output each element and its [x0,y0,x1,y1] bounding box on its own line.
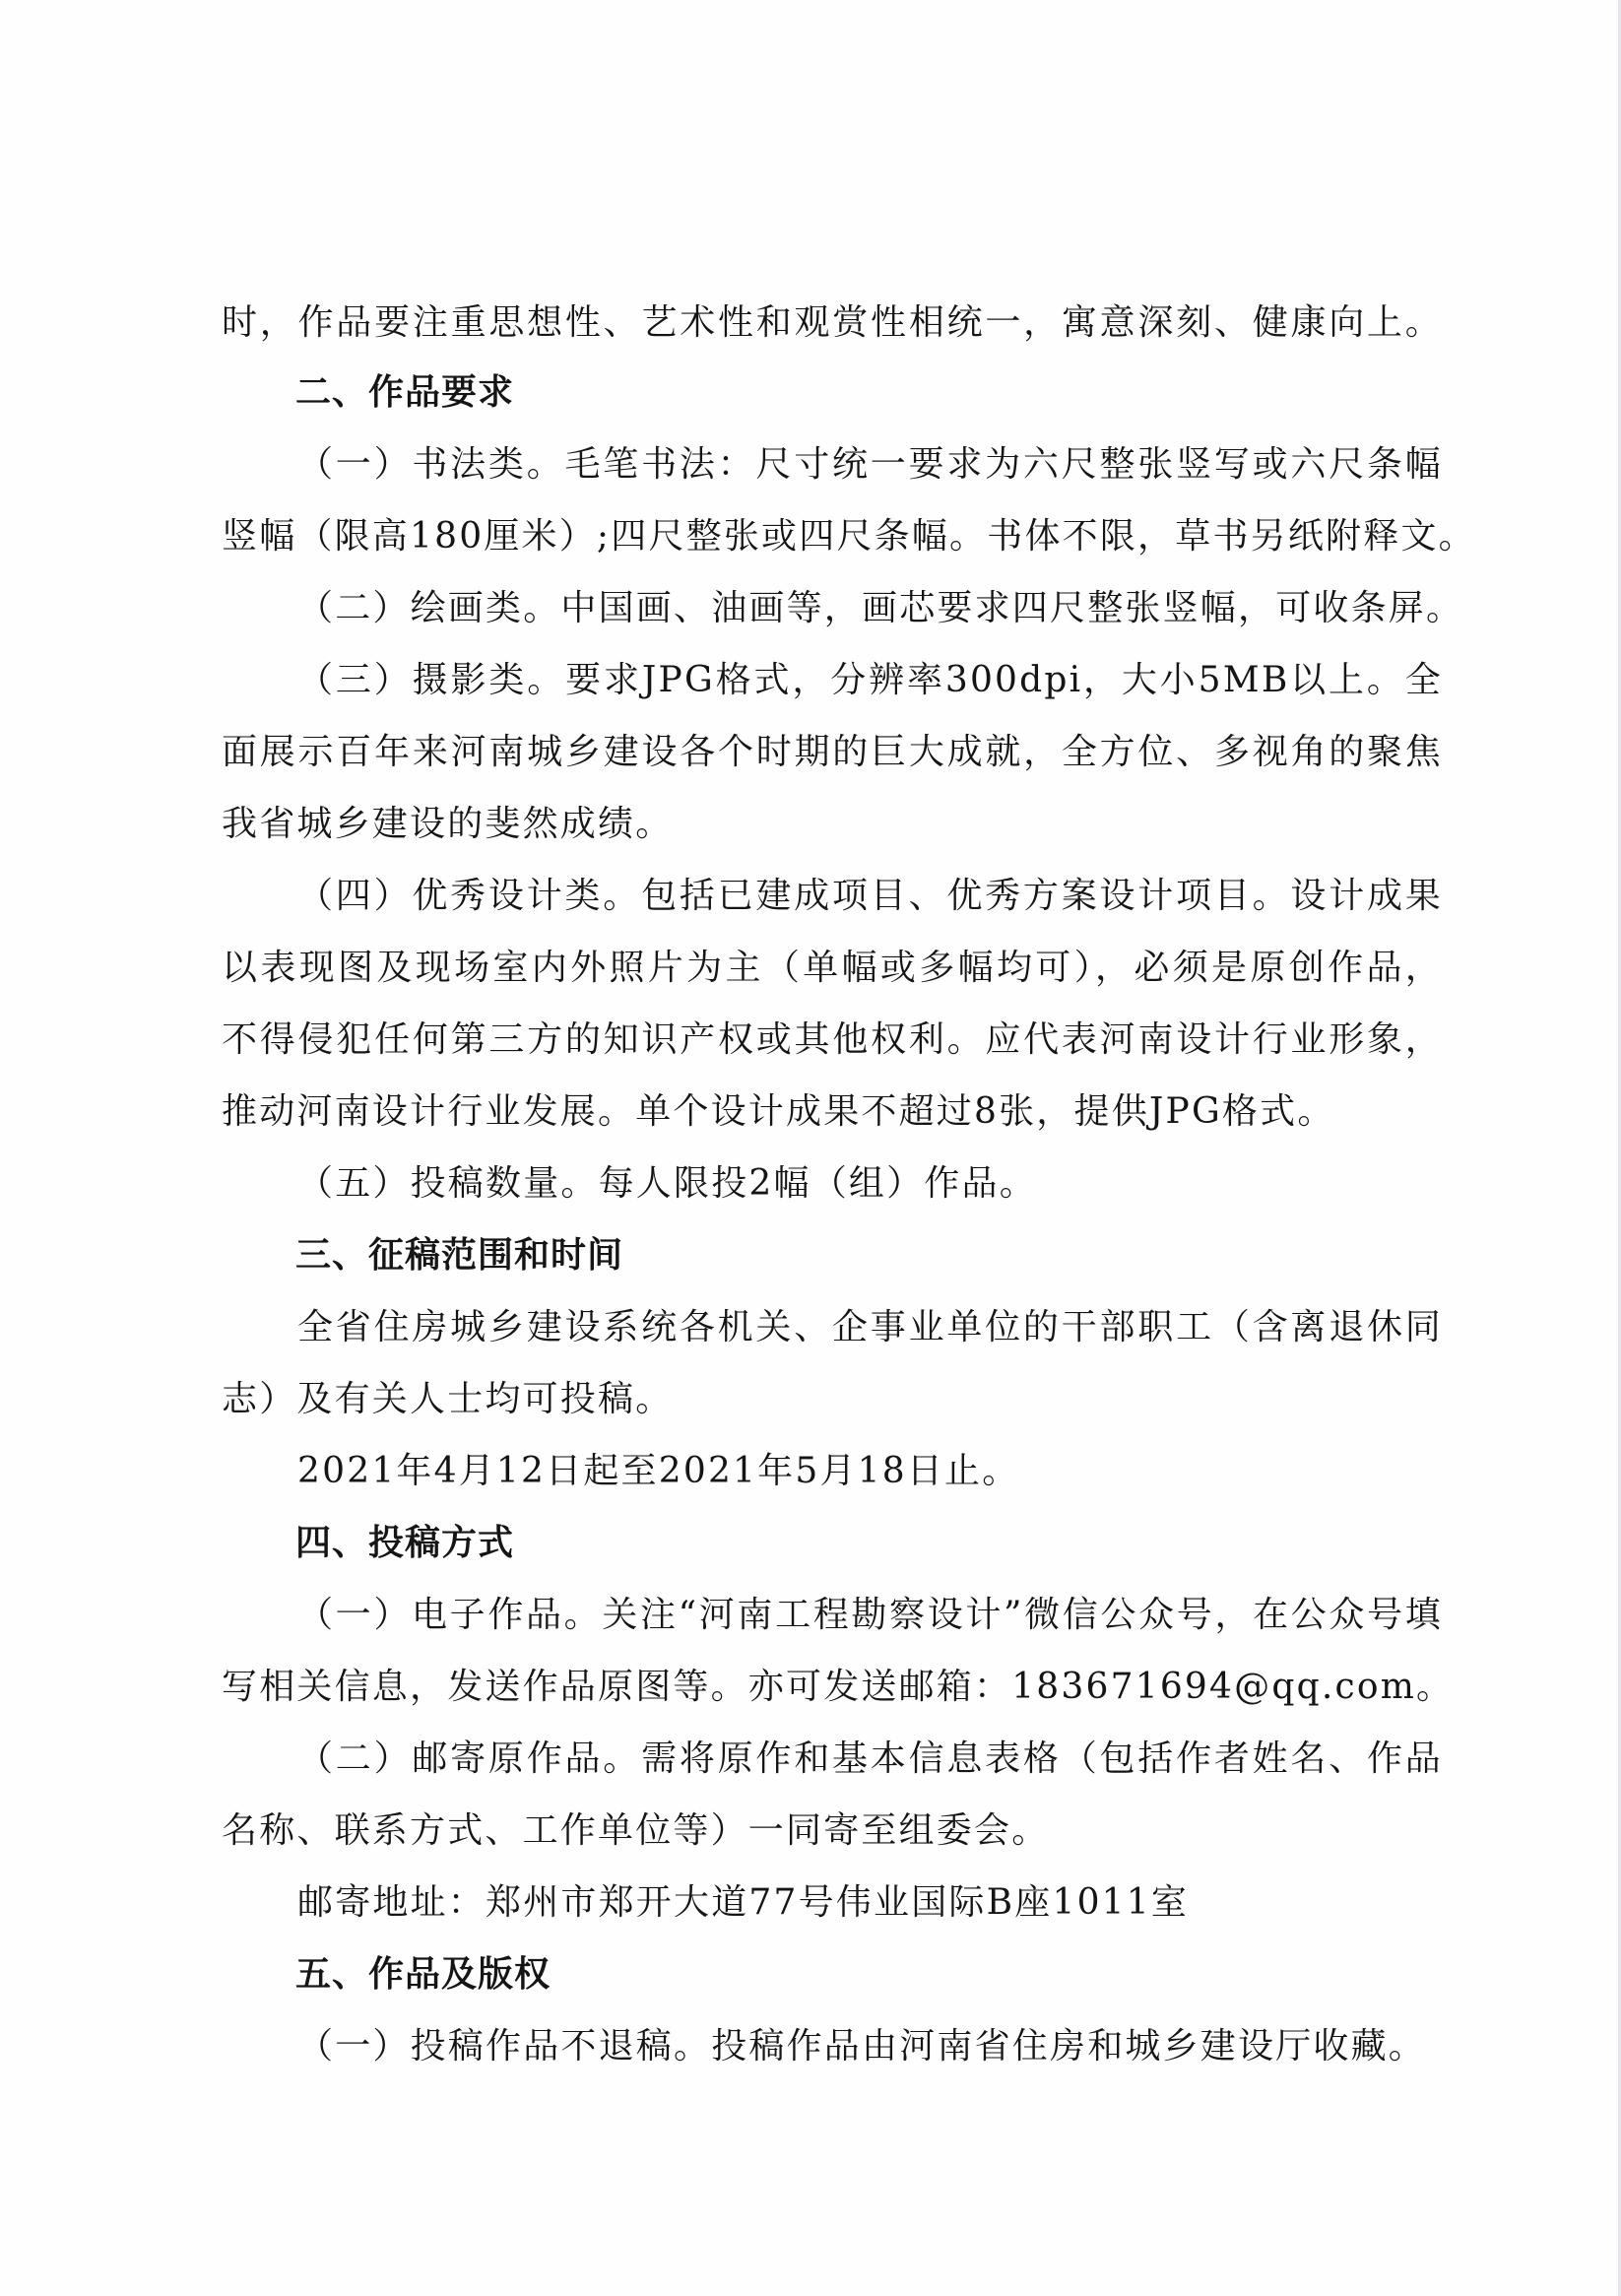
paragraph-photography: （三）摄影类。要求JPG格式，分辨率300dpi，大小5MB以上。全 [297,660,1443,700]
body-line-email: 写相关信息，发送作品原图等。亦可发送邮箱：183671694@qq.com。 [222,1667,1455,1707]
section-heading-5: 五、作品及版权 [295,1954,551,1995]
section-heading-2: 二、作品要求 [295,372,515,413]
body-line: 我省城乡建设的斐然成绩。 [222,804,674,844]
body-line: 时，作品要注重思想性、艺术性和观赏性相统一，寓意深刻、健康向上。 [222,302,1443,343]
paragraph-quantity: （五）投稿数量。每人限投2幅（组）作品。 [297,1163,1037,1204]
body-line: 以表现图及现场室内外照片为主（单幅或多幅均可），必须是原创作品， [222,948,1443,988]
body-line: 推动河南设计行业发展。单个设计成果不超过8张，提供JPG格式。 [222,1091,1335,1132]
paragraph-copyright: （一）投稿作品不退稿。投稿作品由河南省住房和城乡建设厅收藏。 [297,2026,1427,2066]
paragraph-electronic-submission: （一）电子作品。关注“河南工程勘察设计”微信公众号，在公众号填 [297,1595,1443,1635]
body-line: 志）及有关人士均可投稿。 [222,1379,674,1419]
section-heading-4: 四、投稿方式 [295,1523,515,1563]
mailing-address: 邮寄地址：郑州市郑开大道77号伟业国际B座1011室 [297,1882,1190,1923]
paragraph-period: 2021年4月12日起至2021年5月18日止。 [297,1451,1020,1491]
body-line: 不得侵犯任何第三方的知识产权或其他权利。应代表河南设计行业形象， [222,1019,1443,1060]
paragraph-calligraphy: （一）书法类。毛笔书法：尺寸统一要求为六尺整张竖写或六尺条幅 [297,444,1443,485]
paragraph-design: （四）优秀设计类。包括已建成项目、优秀方案设计项目。设计成果 [297,876,1443,916]
body-line: 竖幅（限高180厘米）;四尺整张或四尺条幅。书体不限，草书另纸附释文。 [222,516,1476,557]
section-heading-3: 三、征稿范围和时间 [295,1235,624,1276]
paragraph-mail-submission: （二）邮寄原作品。需将原作和基本信息表格（包括作者姓名、作品 [297,1738,1443,1779]
paragraph-painting: （二）绘画类。中国画、油画等，画芯要求四尺整张竖幅，可收条屏。 [297,588,1464,628]
paragraph-eligibility: 全省住房城乡建设系统各机关、企事业单位的干部职工（含离退休同 [297,1307,1443,1347]
body-line: 面展示百年来河南城乡建设各个时期的巨大成就，全方位、多视角的聚焦 [222,732,1443,772]
body-line: 名称、联系方式、工作单位等）一同寄至组委会。 [222,1810,1050,1851]
